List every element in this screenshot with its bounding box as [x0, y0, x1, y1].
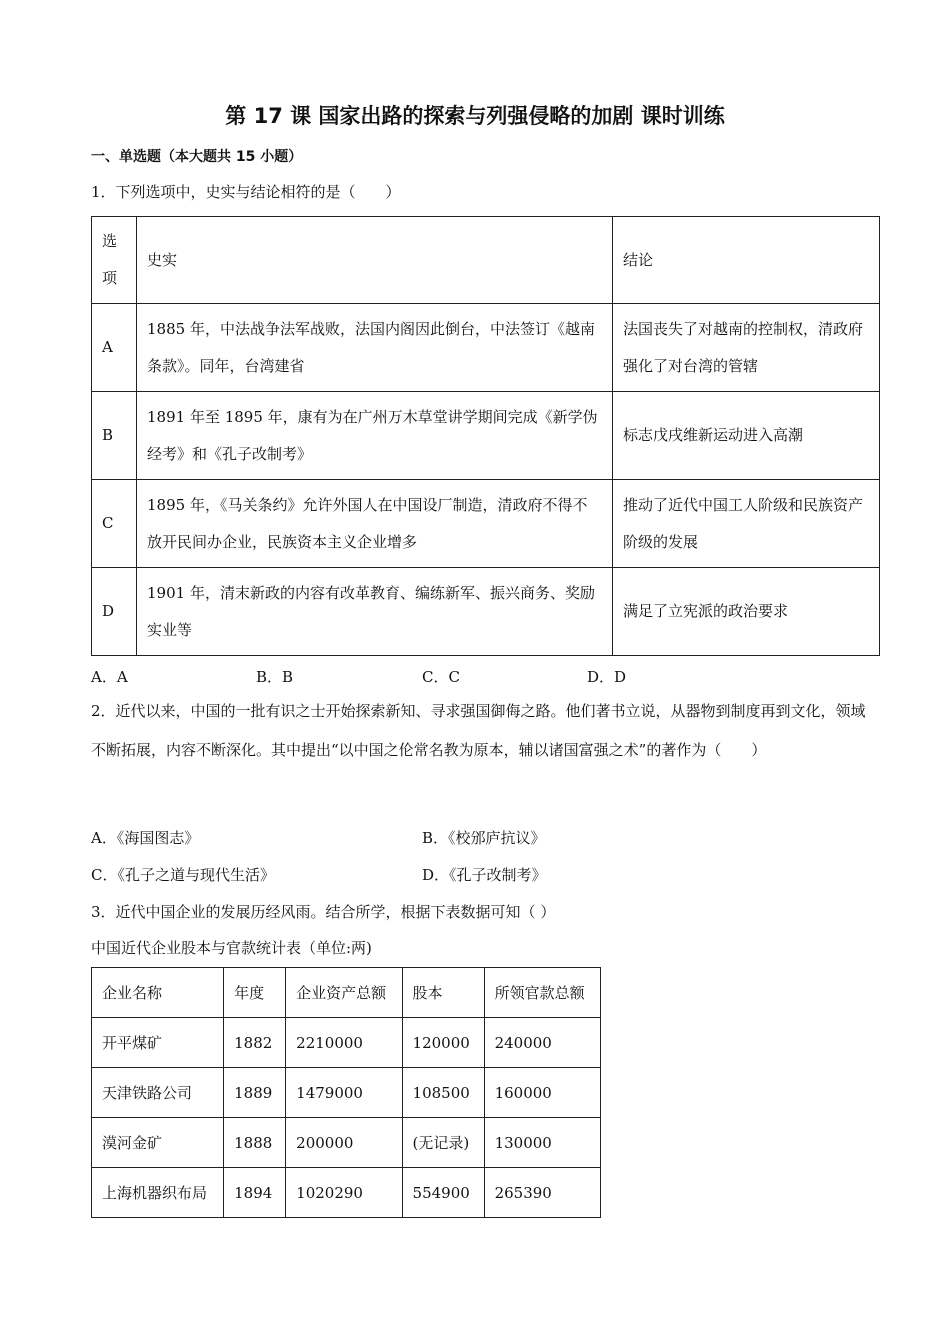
row-fact: 1895 年，《马关条约》允许外国人在中国设厂制造，清政府不得不放开民间办企业，民族资本主义企业增多 — [137, 480, 613, 568]
table-cell: 1888 — [224, 1118, 286, 1168]
choice-a[interactable]: A．《海国图志》 — [91, 829, 200, 847]
choice-c[interactable]: C．《孔子之道与现代生活》 — [91, 866, 275, 884]
row-conclusion: 推动了近代中国工人阶级和民族资产阶级的发展 — [613, 480, 880, 568]
section-title: 一、单选题（本大题共 15 小题） — [91, 149, 303, 165]
q3-stem: 3．近代中国企业的发展历经风雨。结合所学，根据下表数据可知（ ） — [91, 903, 556, 921]
row-conclusion: 标志戊戌维新运动进入高潮 — [613, 392, 880, 480]
row-conclusion: 满足了立宪派的政治要求 — [613, 568, 880, 656]
q3-table-caption: 中国近代企业股本与官款统计表（单位:两) — [91, 939, 372, 957]
table-cell: 554900 — [402, 1168, 484, 1218]
choice-b[interactable]: B．《校邠庐抗议》 — [422, 829, 546, 847]
row-fact: 1891 年至 1895 年，康有为在广州万木草堂讲学期间完成《新学伪经考》和《孔子改制考》 — [137, 392, 613, 480]
choice-d[interactable]: D．D — [587, 668, 627, 686]
row-option: C — [92, 480, 137, 568]
header-option: 选项 — [92, 217, 137, 304]
table-row — [92, 1118, 601, 1168]
table-row — [92, 1068, 601, 1118]
row-fact: 1901 年，清末新政的内容有改革教育、编练新军、振兴商务、奖励实业等 — [137, 568, 613, 656]
table-cell: 200000 — [286, 1118, 402, 1168]
table-cell: 130000 — [484, 1118, 600, 1168]
table-cell: 240000 — [484, 1018, 600, 1068]
table-cell: 1479000 — [286, 1068, 402, 1118]
table-cell: 160000 — [484, 1068, 600, 1118]
table-row — [92, 568, 880, 656]
table-header-row — [92, 968, 601, 1018]
table-cell: 265390 — [484, 1168, 600, 1218]
table-cell: 天津铁路公司 — [92, 1068, 224, 1118]
table-header-row — [92, 217, 880, 304]
header-cell: 年度 — [224, 968, 286, 1018]
row-option: A — [92, 304, 137, 392]
table-cell: 120000 — [402, 1018, 484, 1068]
table-cell: (无记录) — [402, 1118, 484, 1168]
table-cell: 漠河金矿 — [92, 1118, 224, 1168]
row-conclusion: 法国丧失了对越南的控制权，清政府强化了对台湾的管辖 — [613, 304, 880, 392]
choice-b[interactable]: B．B — [256, 668, 294, 686]
q2-stem: 2．近代以来，中国的一批有识之士开始探索新知、寻求强国御侮之路。他们著书立说，从器物到制度再到文化，领域不断拓展，内容不断深化。其中提出“以中国之伦常名教为原本，辅以诸国富强之术”的著作为（ ） — [91, 702, 866, 759]
table-row — [92, 304, 880, 392]
q3-table — [91, 967, 601, 1218]
table-cell: 1882 — [224, 1018, 286, 1068]
table-row — [92, 392, 880, 480]
table-cell: 108500 — [402, 1068, 484, 1118]
header-cell: 所领官款总额 — [484, 968, 600, 1018]
table-row — [92, 1168, 601, 1218]
header-cell: 企业资产总额 — [286, 968, 402, 1018]
header-cell: 股本 — [402, 968, 484, 1018]
row-option: D — [92, 568, 137, 656]
table-row — [92, 1018, 601, 1068]
table-cell: 1020290 — [286, 1168, 402, 1218]
header-fact: 史实 — [137, 217, 613, 304]
q1-stem: 1．下列选项中，史实与结论相符的是（ ） — [91, 183, 401, 201]
header-conclusion: 结论 — [613, 217, 880, 304]
table-cell: 1889 — [224, 1068, 286, 1118]
table-cell: 2210000 — [286, 1018, 402, 1068]
row-fact: 1885 年，中法战争法军战败，法国内阁因此倒台，中法签订《越南条款》。同年，台湾建省 — [137, 304, 613, 392]
row-option: B — [92, 392, 137, 480]
table-cell: 1894 — [224, 1168, 286, 1218]
choice-c[interactable]: C．C — [422, 668, 460, 686]
table-row — [92, 480, 880, 568]
table-cell: 开平煤矿 — [92, 1018, 224, 1068]
header-cell: 企业名称 — [92, 968, 224, 1018]
page-title: 第 17 课 国家出路的探索与列强侵略的加剧 课时训练 — [225, 104, 725, 128]
choice-a[interactable]: A．A — [91, 668, 128, 686]
choice-d[interactable]: D．《孔子改制考》 — [422, 866, 547, 884]
table-cell: 上海机器织布局 — [92, 1168, 224, 1218]
q1-table — [91, 216, 880, 656]
